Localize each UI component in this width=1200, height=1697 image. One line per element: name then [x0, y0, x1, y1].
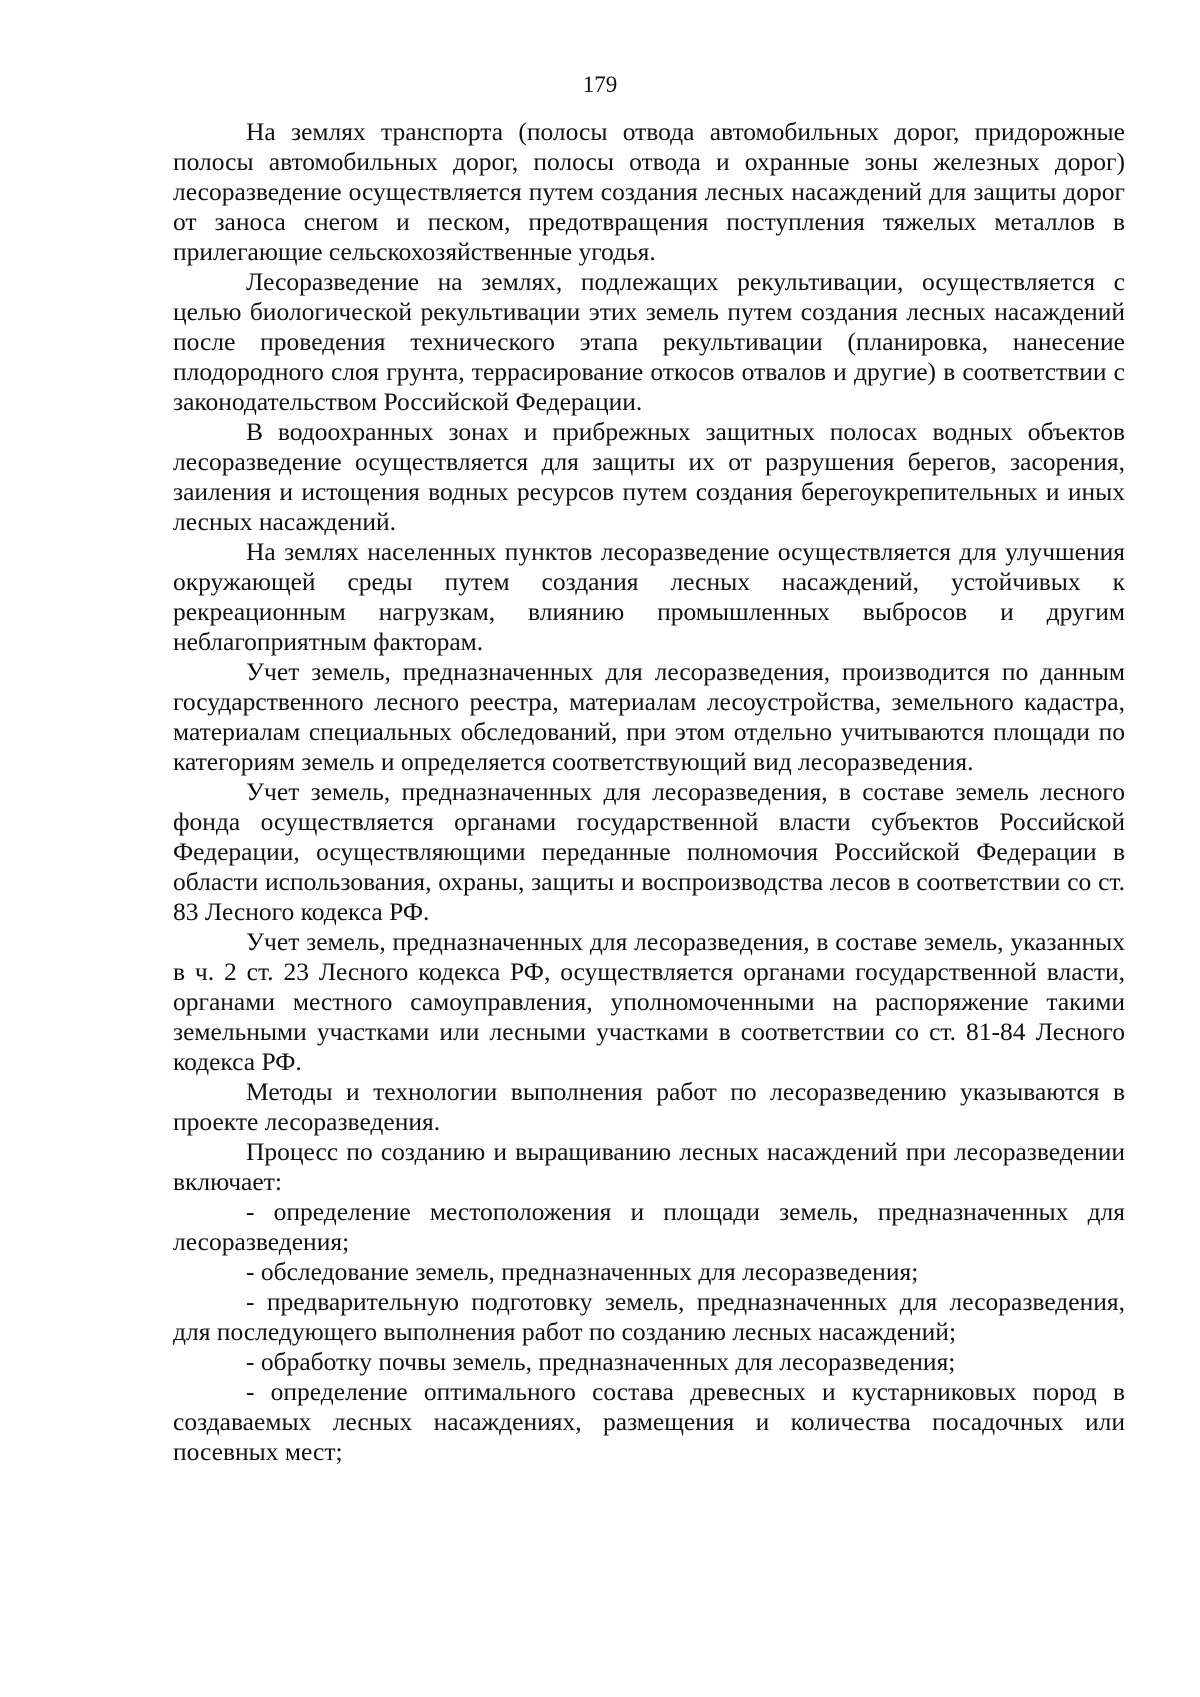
- paragraph-forest-fund-accounting: Учет земель, предназначенных для лесоразведения, в составе земель лесного фонда осуществляется органами государственной власти субъектов Российской Федерации, осуществляющими переданные полномочия Российской Федерации в области использования, охраны, защиты и воспроизводства лесов в соответствии со ст. 83 Лесного кодекса РФ.: [173, 777, 1125, 926]
- page-number: 179: [582, 72, 618, 97]
- paragraph-other-lands-accounting: Учет земель, предназначенных для лесоразведения, в составе земель, указанных в ч. 2 ст. 23 Лесного кодекса РФ, осуществляется органами государственной власти, органами местного самоуправления, уполномоченными на распоряжение такими земельными участками или лесными участками в соответствии со ст. 81-84 Лесного кодекса РФ.: [173, 927, 1125, 1076]
- paragraph-land-accounting: Учет земель, предназначенных для лесоразведения, производится по данным государственного лесного реестра, материалам лесоустройства, земельного кадастра, материалам специальных обследований, при этом отдельно учитываются площади по категориям земель и определяется соответствующий вид лесоразведения.: [173, 657, 1125, 776]
- list-item-survey: - обследование земель, предназначенных для лесоразведения;: [246, 1257, 919, 1286]
- document-body: [173, 117, 1125, 1467]
- list-item-soil-cultivation: - обработку почвы земель, предназначенных для лесоразведения;: [246, 1347, 956, 1376]
- paragraph-methods-technologies: Методы и технологии выполнения работ по лесоразведению указываются в проекте лесоразведения.: [173, 1077, 1125, 1136]
- paragraph-recultivation-lands: Лесоразведение на землях, подлежащих рекультивации, осуществляется с целью биологической рекультивации этих земель путем создания лесных насаждений после проведения технического этапа рекультивации (планировка, нанесение плодородного слоя грунта, террасирование откосов отвалов и другие) в соответствии с законодательством Российской Федерации.: [173, 267, 1125, 416]
- list-item-location-area: - определение местоположения и площади земель, предназначенных для лесоразведения;: [173, 1197, 1125, 1256]
- list-item-preliminary-preparation: - предварительную подготовку земель, предназначенных для лесоразведения, для последующего выполнения работ по созданию лесных насаждений;: [173, 1287, 1125, 1346]
- paragraph-process-intro: Процесс по созданию и выращиванию лесных насаждений при лесоразведении включает:: [173, 1137, 1125, 1196]
- paragraph-transport-lands: На землях транспорта (полосы отвода автомобильных дорог, придорожные полосы автомобильных дорог, полосы отвода и охранные зоны железных дорог) лесоразведение осуществляется путем создания лесных насаждений для защиты дорог от заноса снегом и песком, предотвращения поступления тяжелых металлов в прилегающие сельскохозяйственные угодья.: [173, 117, 1125, 266]
- paragraph-settlement-lands: На землях населенных пунктов лесоразведение осуществляется для улучшения окружающей среды путем создания лесных насаждений, устойчивых к рекреационным нагрузкам, влиянию промышленных выбросов и другим неблагоприятным факторам.: [173, 537, 1125, 656]
- list-item-species-composition: - определение оптимального состава древесных и кустарниковых пород в создаваемых лесных насаждениях, размещения и количества посадочных или посевных мест;: [173, 1377, 1125, 1466]
- paragraph-water-protection-zones: В водоохранных зонах и прибрежных защитных полосах водных объектов лесоразведение осуществляется для защиты их от разрушения берегов, засорения, заиления и истощения водных ресурсов путем создания берегоукрепительных и иных лесных насаждений.: [173, 417, 1125, 536]
